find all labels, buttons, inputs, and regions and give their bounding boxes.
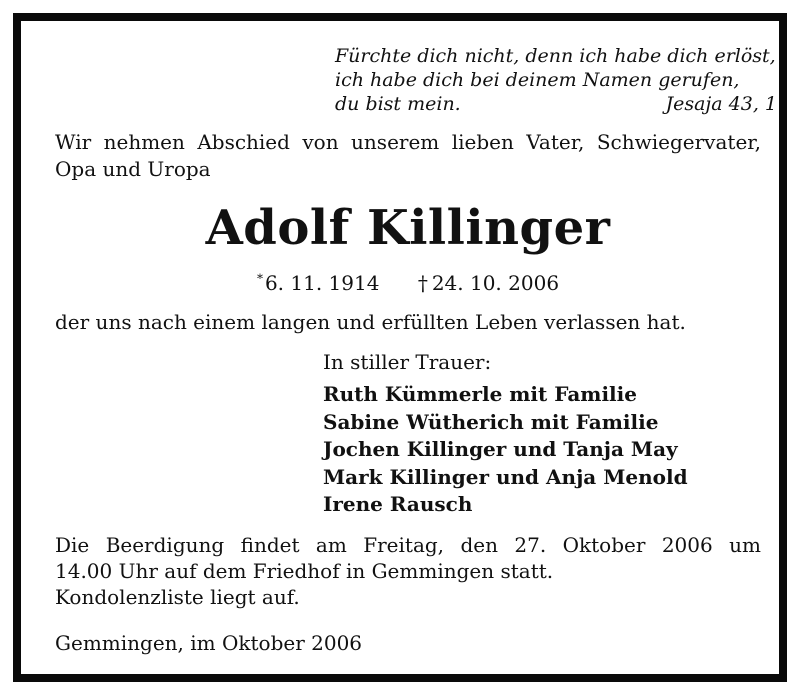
mourner-item: Jochen Killinger und Tanja May xyxy=(323,437,678,461)
place-and-date: Gemmingen, im Oktober 2006 xyxy=(55,631,363,655)
bible-verse xyxy=(335,44,777,116)
mourners-list xyxy=(323,381,688,519)
verse-reference: Jesaja 43, 1 xyxy=(665,93,777,115)
birth-date-group xyxy=(257,271,380,295)
verse-line-3-text: du bist mein. xyxy=(335,93,461,115)
mourner-item: Irene Rausch xyxy=(323,492,473,516)
deceased-name: Adolf Killinger xyxy=(205,200,611,256)
death-symbol: † xyxy=(417,270,428,295)
life-dates xyxy=(55,264,761,297)
funeral-line-2: 14.00 Uhr auf dem Friedhof in Gemmingen statt. xyxy=(55,559,554,583)
funeral-line-3: Kondolenzliste liegt auf. xyxy=(55,585,300,609)
verse-line-1: Fürchte dich nicht, denn ich habe dich erlöst, xyxy=(335,45,776,67)
farewell-intro: Wir nehmen Abschied von unserem lieben Vater, Schwiegervater, Opa und Uropa xyxy=(55,130,761,181)
birth-date: 6. 11. 1914 xyxy=(264,270,380,295)
mourner-item: Ruth Kümmerle mit Familie xyxy=(323,382,637,406)
death-date-group xyxy=(418,271,559,295)
passed-text: der uns nach einem langen und erfüllten Leben verlassen hat. xyxy=(55,310,686,334)
verse-line-2: ich habe dich bei deinem Namen gerufen, xyxy=(335,69,740,91)
funeral-notice xyxy=(55,532,761,610)
mourner-item: Mark Killinger und Anja Menold xyxy=(323,464,688,489)
mourner-item: Sabine Wütherich mit Familie xyxy=(323,409,659,434)
obituary-frame xyxy=(13,13,787,682)
mourning-label: In stiller Trauer: xyxy=(323,350,492,374)
birth-symbol: * xyxy=(256,271,263,285)
death-date: 24. 10. 2006 xyxy=(431,270,560,295)
funeral-line-1: Die Beerdigung findet am Freitag, den 27. Oktober 2006 um xyxy=(55,533,761,557)
verse-line-3 xyxy=(335,92,777,116)
